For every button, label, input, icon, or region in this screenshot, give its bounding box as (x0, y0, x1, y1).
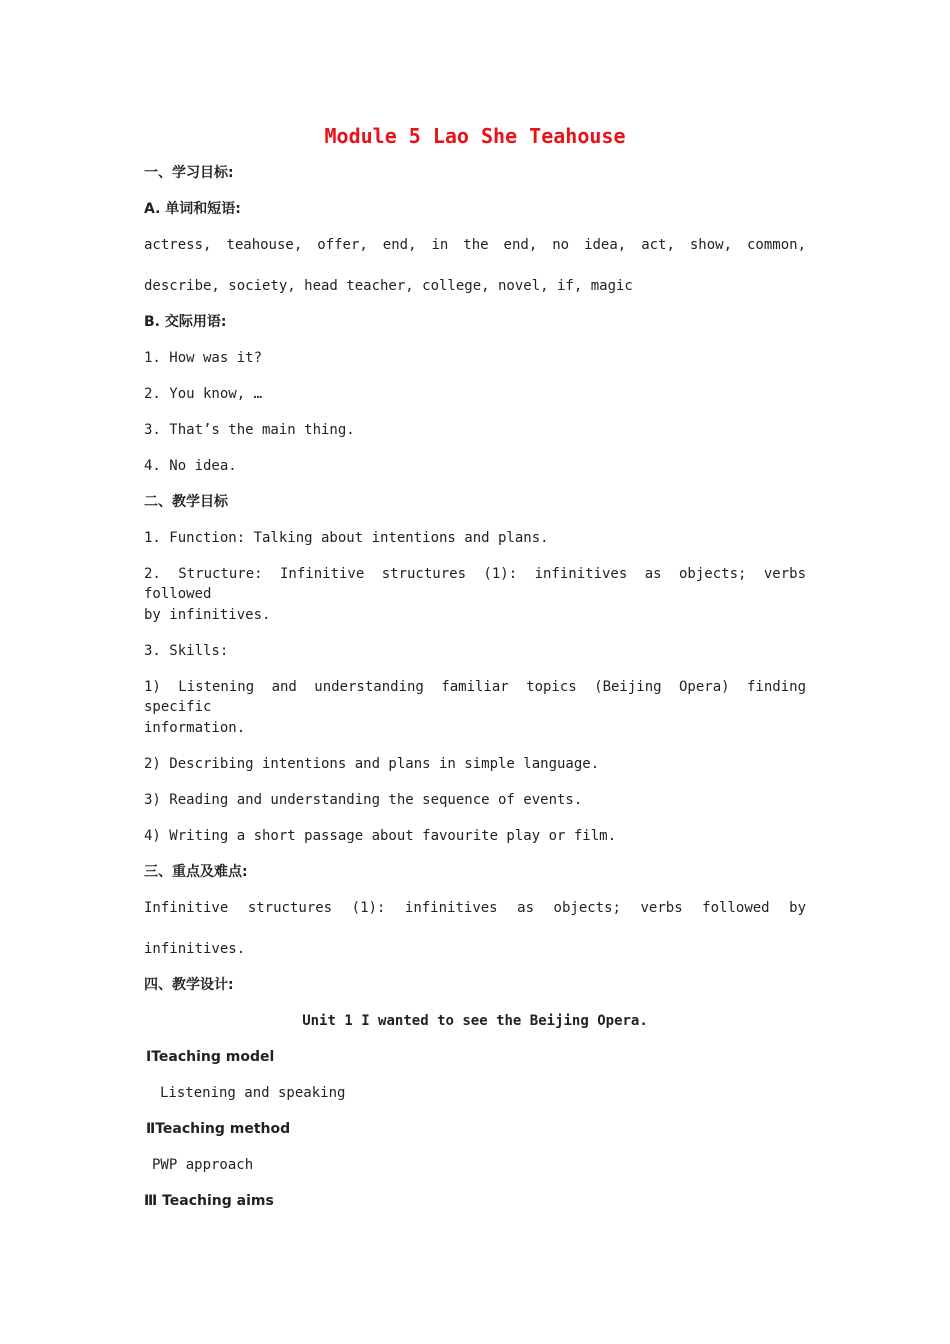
skill-1-line-2: information. (144, 720, 246, 736)
section-heading-teaching-design: 四、教学设计: (144, 977, 234, 993)
section-heading-teaching-goals: 二、教学目标 (144, 494, 228, 510)
teaching-model-heading: ⅠTeaching model (146, 1049, 275, 1065)
section-heading-learning-goals: 一、学习目标: (144, 165, 234, 181)
teaching-model-text: Listening and speaking (160, 1085, 346, 1101)
teaching-aims-heading: Ⅲ Teaching aims (144, 1193, 274, 1209)
goal-function: 1. Function: Talking about intentions and plans. (144, 530, 549, 546)
vocabulary-line-1: actress, teahouse, offer, end, in the end, no idea, act, show, common, (144, 237, 806, 253)
skill-1-line-1: 1) Listening and understanding familiar topics (Beijing Opera) finding specific (144, 679, 806, 715)
section-heading-key-points: 三、重点及难点: (144, 864, 248, 880)
expression-item: 4. No idea. (144, 458, 237, 474)
expression-item: 2. You know, … (144, 386, 263, 402)
unit-title: Unit 1 I wanted to see the Beijing Opera. (302, 1013, 648, 1029)
teaching-method-heading: ⅡTeaching method (146, 1121, 291, 1137)
goal-structure-line-1: 2. Structure: Infinitive structures (1): infinitives as objects; verbs followed (144, 566, 806, 602)
skill-4: 4) Writing a short passage about favourite play or film. (144, 828, 617, 844)
expression-item: 1. How was it? (144, 350, 263, 366)
subheading-vocabulary: A. 单词和短语: (144, 201, 241, 217)
skill-3: 3) Reading and understanding the sequence of events. (144, 792, 583, 808)
expression-item: 3. That’s the main thing. (144, 422, 355, 438)
key-points-line-2: infinitives. (144, 941, 246, 957)
vocabulary-line-2: describe, society, head teacher, college, novel, if, magic (144, 278, 633, 294)
teaching-method-text: PWP approach (152, 1157, 254, 1173)
goal-structure-line-2: by infinitives. (144, 607, 271, 623)
skill-2: 2) Describing intentions and plans in simple language. (144, 756, 600, 772)
document-title: Module 5 Lao She Teahouse (324, 124, 626, 148)
goal-skills: 3. Skills: (144, 643, 229, 659)
subheading-expressions: B. 交际用语: (144, 314, 227, 330)
key-points-line-1: Infinitive structures (1): infinitives as objects; verbs followed by (144, 900, 806, 916)
